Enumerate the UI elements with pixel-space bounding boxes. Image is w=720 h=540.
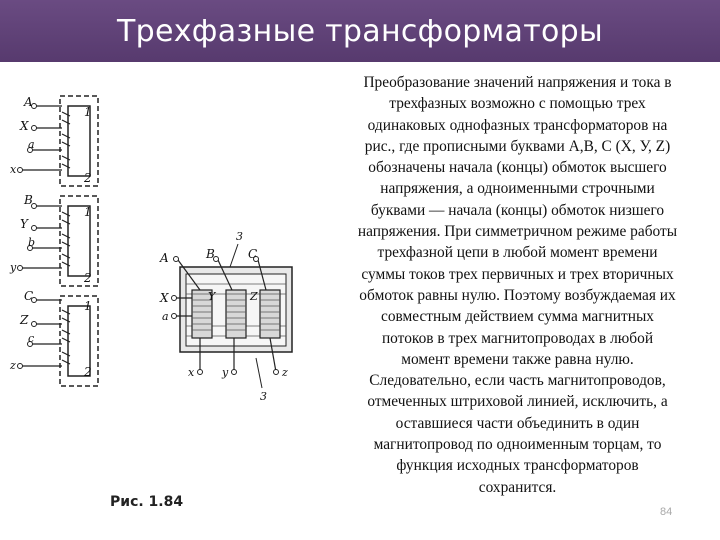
top-label-C: C (248, 247, 258, 261)
body-line: рис., где прописными буквами А,В, С (X, У, Z) (364, 137, 671, 155)
label-Y: Y (20, 217, 28, 231)
body-line: отмеченных штриховой линией, исключить, а (367, 393, 668, 411)
mark-2: 2 (84, 365, 92, 379)
body-line: напряжения, а одноименными строчными (380, 180, 655, 198)
label-B: B (24, 193, 33, 207)
body-line: обозначены начала (концы) обмоток высшего (368, 159, 667, 177)
bottom-label-y: y (222, 366, 229, 379)
body-line: суммы токов трех первичных и трех вторичных (361, 265, 674, 283)
body-line: буквами — начала (концы) обмоток низшего (370, 201, 665, 219)
body-line: Преобразование значений напряжения и тока в (363, 74, 672, 91)
body-line: магнитопровод по одноименным торцам, то (373, 436, 662, 454)
body-line: Следовательно, если часть магнитопроводов, (369, 372, 666, 390)
slide-title: Трехфазные трансформаторы (117, 13, 603, 49)
mark-3-bottom: 3 (260, 390, 267, 403)
label-a-right: a (162, 310, 169, 323)
label-X: X (20, 119, 29, 133)
label-z: z (10, 359, 16, 372)
label-a: a (28, 138, 35, 151)
body-line: напряжения. При симметричном режиме работы (357, 223, 678, 241)
single-phase-unit-3 (9, 289, 98, 386)
single-phase-unit-2 (9, 193, 98, 286)
body-line: одинаковых однофазных трансформаторов на (367, 116, 668, 134)
transformer-figure (0, 62, 320, 540)
middle-label-Z: Z (250, 290, 258, 303)
mark-2: 2 (84, 171, 92, 185)
body-line: совместным действием сумма магнитных (380, 308, 654, 326)
body-line: сохранится. (478, 478, 557, 496)
mark-3-top: 3 (236, 230, 243, 243)
middle-label-X: X (160, 291, 169, 305)
body-line: момент времени также равна нулю. (401, 350, 634, 368)
mark-1: 1 (84, 105, 92, 119)
bottom-label-z: z (282, 366, 288, 379)
top-label-A: A (160, 251, 169, 265)
mark-1: 1 (84, 299, 92, 313)
body-line: трехфазных возможно с помощью трех (389, 95, 646, 113)
slide-number: 84 (660, 506, 673, 518)
title-bar (0, 0, 720, 62)
figure-caption: Рис. 1.84 (110, 494, 184, 510)
top-label-B: B (206, 247, 215, 261)
label-b: b (28, 236, 36, 249)
mark-1: 1 (84, 205, 92, 219)
body-line: трехфазной цепи в любой момент времени (377, 244, 658, 262)
middle-label-Y: Y (208, 290, 216, 303)
body-line: оставшиеся части объединить в один (395, 414, 640, 432)
mark-2: 2 (84, 271, 92, 285)
figure-area (0, 62, 320, 540)
label-C: C (24, 289, 34, 303)
body-line: функция исходных трансформаторов (396, 457, 639, 475)
label-c: c (28, 332, 35, 345)
label-Z: Z (20, 313, 29, 327)
bottom-label-x: x (188, 366, 195, 379)
body-line: потоков в трех магнитопроводах в любой (381, 329, 654, 347)
body-text (320, 72, 715, 498)
three-phase-transformer (159, 230, 292, 403)
single-phase-unit-1 (10, 95, 98, 186)
label-y: y (10, 261, 17, 274)
label-A: A (24, 95, 33, 109)
label-x: x (10, 163, 17, 176)
body-line: обмоток равны нулю. Поэтому возбуждаемая их (359, 286, 676, 304)
